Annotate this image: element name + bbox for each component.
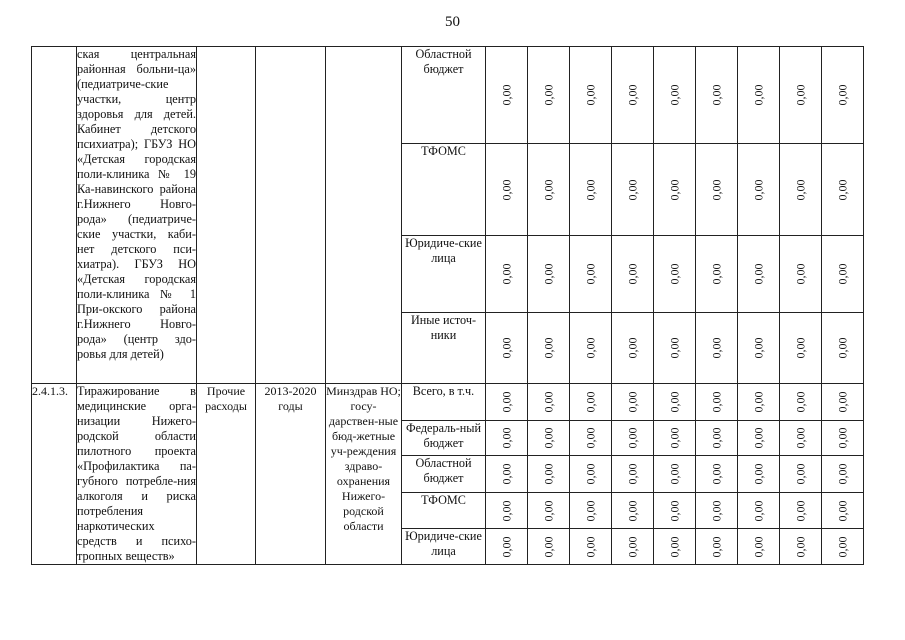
value-text: 0,00: [541, 337, 555, 359]
value-text: 0,00: [625, 337, 639, 359]
value-text: 0,00: [793, 427, 807, 449]
value-text: 0,00: [541, 463, 555, 485]
page-number: 50: [445, 14, 460, 30]
value-cell: [738, 236, 780, 313]
expense-type-cell: [197, 47, 256, 384]
value-text: 0,00: [751, 337, 765, 359]
value-cell: [696, 236, 738, 313]
value-text: 0,00: [709, 337, 723, 359]
value-cell: [528, 384, 570, 421]
value-cell: [486, 529, 528, 565]
source-label: Иные источ-ники: [402, 313, 486, 384]
value-cell: [612, 384, 654, 421]
value-cell: [612, 47, 654, 144]
source-label: Областной бюджет: [402, 455, 486, 493]
value-cell: [780, 47, 822, 144]
value-cell: [528, 455, 570, 493]
value-cell: [696, 420, 738, 455]
value-text: 0,00: [667, 179, 681, 200]
value-text: 0,00: [583, 536, 597, 558]
description-text: ская центральная районная больни-ца» (педиатриче-ские участки, центр здоровья для детей. Кабинет детского психиатра); ГБУЗ НО «Детская городская поли-клиника № 19 Ка-навинского района г.Нижнего Новго-рода» (педиатриче-ские участки, каби-нет детского пси-хиатра). ГБУЗ НО «Детская городская поли-клиника № 1 При-окского района г.Нижнего Новго-рода» (центр здо-ровья для детей): [77, 47, 196, 361]
value-text: 0,00: [709, 463, 723, 485]
value-cell: [738, 313, 780, 384]
value-text: 0,00: [835, 500, 849, 522]
value-text: 0,00: [499, 84, 513, 106]
value-text: 0,00: [499, 536, 513, 558]
value-cell: [612, 144, 654, 236]
value-cell: [528, 236, 570, 313]
value-text: 0,00: [835, 391, 849, 413]
value-cell: [696, 455, 738, 493]
value-cell: [528, 313, 570, 384]
source-label: ТФОМС: [402, 144, 486, 236]
value-text: 0,00: [667, 463, 681, 485]
description-cell: [77, 384, 197, 565]
value-cell: [612, 529, 654, 565]
value-text: 0,00: [709, 536, 723, 558]
value-cell: [780, 313, 822, 384]
value-cell: [822, 384, 864, 421]
value-cell: [696, 384, 738, 421]
value-cell: [654, 313, 696, 384]
value-text: 0,00: [499, 427, 513, 449]
table-row: [32, 384, 864, 421]
value-text: 0,00: [499, 463, 513, 485]
value-text: 0,00: [583, 179, 597, 200]
value-cell: [822, 493, 864, 529]
value-text: 0,00: [667, 337, 681, 359]
value-cell: [570, 420, 612, 455]
value-text: 0,00: [835, 463, 849, 485]
value-text: 0,00: [835, 263, 849, 285]
value-cell: [696, 493, 738, 529]
value-text: 0,00: [541, 263, 555, 285]
value-cell: [570, 529, 612, 565]
value-text: 0,00: [709, 179, 723, 200]
value-text: 0,00: [583, 391, 597, 413]
value-text: 0,00: [667, 84, 681, 106]
source-label: Юридиче-ские лица: [402, 529, 486, 565]
value-cell: [654, 420, 696, 455]
value-text: 0,00: [541, 391, 555, 413]
value-cell: [822, 420, 864, 455]
value-cell: [822, 236, 864, 313]
value-cell: [612, 420, 654, 455]
value-cell: [612, 455, 654, 493]
value-text: 0,00: [793, 463, 807, 485]
value-cell: [738, 493, 780, 529]
value-cell: [528, 420, 570, 455]
value-cell: [696, 144, 738, 236]
value-text: 0,00: [625, 427, 639, 449]
source-label: Федераль-ный бюджет: [402, 420, 486, 455]
value-cell: [780, 236, 822, 313]
value-cell: [780, 493, 822, 529]
value-text: 0,00: [667, 427, 681, 449]
value-cell: [570, 455, 612, 493]
value-cell: [486, 384, 528, 421]
value-text: 0,00: [583, 427, 597, 449]
item-number: 2.4.1.3.: [32, 384, 77, 565]
value-text: 0,00: [709, 84, 723, 106]
value-text: 0,00: [793, 84, 807, 106]
executor-cell: [326, 47, 402, 384]
value-cell: [780, 384, 822, 421]
value-cell: [738, 420, 780, 455]
value-text: 0,00: [835, 337, 849, 359]
value-text: 0,00: [667, 500, 681, 522]
expense-type: Прочие расходы: [197, 384, 256, 565]
value-cell: [654, 455, 696, 493]
value-text: 0,00: [541, 84, 555, 106]
value-cell: [570, 47, 612, 144]
value-text: 0,00: [667, 391, 681, 413]
value-text: 0,00: [541, 427, 555, 449]
value-text: 0,00: [751, 500, 765, 522]
value-cell: [822, 529, 864, 565]
value-text: 0,00: [793, 536, 807, 558]
value-cell: [654, 144, 696, 236]
value-cell: [822, 455, 864, 493]
description-cell: [77, 47, 197, 384]
value-text: 0,00: [835, 179, 849, 200]
source-label: Областной бюджет: [402, 47, 486, 144]
value-cell: [612, 313, 654, 384]
value-text: 0,00: [667, 263, 681, 285]
value-text: 0,00: [709, 391, 723, 413]
value-text: 0,00: [499, 500, 513, 522]
value-cell: [486, 47, 528, 144]
value-cell: [570, 384, 612, 421]
value-text: 0,00: [751, 84, 765, 106]
budget-table: [31, 46, 864, 565]
value-cell: [780, 529, 822, 565]
value-text: 0,00: [793, 179, 807, 200]
value-cell: [570, 236, 612, 313]
value-cell: [528, 493, 570, 529]
value-text: 0,00: [499, 263, 513, 285]
value-text: 0,00: [583, 84, 597, 106]
value-text: 0,00: [499, 337, 513, 359]
value-text: 0,00: [667, 536, 681, 558]
value-text: 0,00: [625, 84, 639, 106]
value-cell: [654, 493, 696, 529]
value-cell: [486, 313, 528, 384]
value-cell: [570, 144, 612, 236]
value-text: 0,00: [751, 391, 765, 413]
value-text: 0,00: [499, 179, 513, 200]
value-cell: [612, 493, 654, 529]
value-cell: [570, 313, 612, 384]
value-text: 0,00: [499, 391, 513, 413]
value-text: 0,00: [793, 500, 807, 522]
period-cell: [256, 47, 326, 384]
value-cell: [486, 236, 528, 313]
value-text: 0,00: [541, 536, 555, 558]
value-text: 0,00: [751, 536, 765, 558]
value-cell: [696, 47, 738, 144]
value-cell: [612, 236, 654, 313]
value-cell: [696, 313, 738, 384]
value-text: 0,00: [835, 427, 849, 449]
value-text: 0,00: [625, 536, 639, 558]
description-text: Тиражирование в медицинские орга-низации Нижего-родской области пилотного проекта «Профилактика па-губного потребле-ния алкоголя и риска потребления наркотических средств и психо-тропных веществ»: [77, 384, 196, 563]
value-text: 0,00: [625, 463, 639, 485]
value-text: 0,00: [751, 263, 765, 285]
value-text: 0,00: [541, 500, 555, 522]
value-cell: [696, 529, 738, 565]
value-cell: [528, 144, 570, 236]
value-cell: [738, 47, 780, 144]
table-row: [32, 47, 864, 144]
value-text: 0,00: [625, 391, 639, 413]
value-cell: [654, 47, 696, 144]
value-cell: [738, 529, 780, 565]
value-cell: [486, 420, 528, 455]
value-text: 0,00: [625, 263, 639, 285]
value-cell: [738, 455, 780, 493]
number-cell: [32, 47, 77, 384]
value-cell: [822, 313, 864, 384]
value-text: 0,00: [751, 463, 765, 485]
value-text: 0,00: [583, 463, 597, 485]
value-text: 0,00: [793, 391, 807, 413]
value-cell: [570, 493, 612, 529]
source-label: Юридиче-ские лица: [402, 236, 486, 313]
value-text: 0,00: [793, 337, 807, 359]
value-text: 0,00: [583, 263, 597, 285]
executor: Минздрав НО; госу-дарствен-ные бюд-жетные уч-реждения здраво-охранения Нижего-родской области: [326, 384, 402, 565]
value-text: 0,00: [709, 263, 723, 285]
value-text: 0,00: [835, 84, 849, 106]
value-text: 0,00: [583, 500, 597, 522]
value-text: 0,00: [793, 263, 807, 285]
source-label: Всего, в т.ч.: [402, 384, 486, 421]
value-cell: [486, 455, 528, 493]
value-text: 0,00: [709, 500, 723, 522]
period: 2013-2020 годы: [256, 384, 326, 565]
value-text: 0,00: [751, 427, 765, 449]
value-text: 0,00: [625, 179, 639, 200]
value-cell: [486, 493, 528, 529]
value-cell: [738, 384, 780, 421]
value-text: 0,00: [835, 536, 849, 558]
value-cell: [738, 144, 780, 236]
value-cell: [780, 144, 822, 236]
value-cell: [528, 47, 570, 144]
value-text: 0,00: [583, 337, 597, 359]
value-text: 0,00: [709, 427, 723, 449]
value-text: 0,00: [541, 179, 555, 200]
value-text: 0,00: [625, 500, 639, 522]
value-cell: [822, 47, 864, 144]
value-cell: [528, 529, 570, 565]
value-text: 0,00: [751, 179, 765, 200]
value-cell: [780, 455, 822, 493]
value-cell: [822, 144, 864, 236]
value-cell: [486, 144, 528, 236]
value-cell: [654, 236, 696, 313]
source-label: ТФОМС: [402, 493, 486, 529]
value-cell: [780, 420, 822, 455]
value-cell: [654, 384, 696, 421]
value-cell: [654, 529, 696, 565]
